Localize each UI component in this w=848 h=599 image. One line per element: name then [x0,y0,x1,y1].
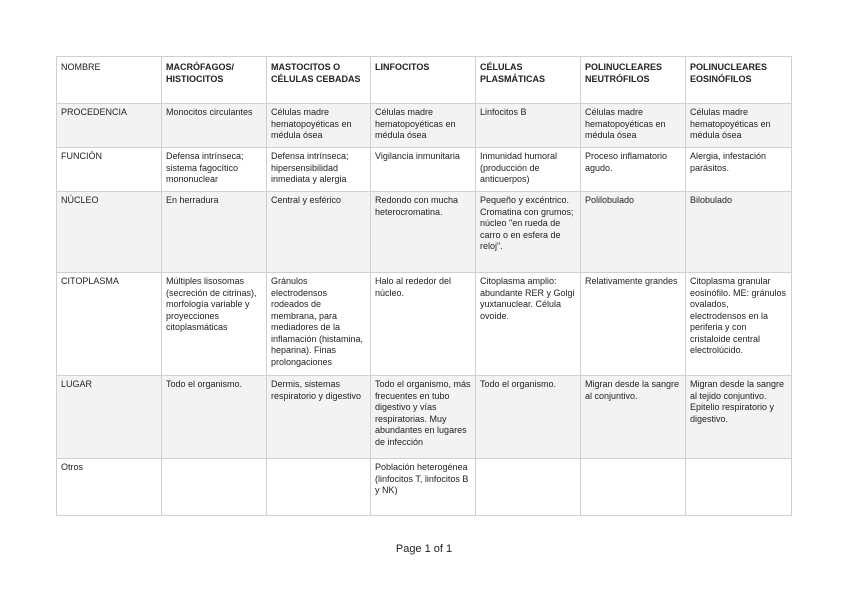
table-cell: Todo el organismo, más frecuentes en tubo digestivo y vías respiratorias. Muy abundantes en lugares de infección [371,376,476,459]
header-cell-nombre: NOMBRE [57,57,162,104]
table-cell: Células madre hematopoyéticas en médula ósea [581,104,686,148]
table-cell [686,459,792,516]
header-row [57,57,792,104]
table-cell: Alergia, infestación parásitos. [686,148,792,192]
table-cell: Relativamente grandes [581,273,686,376]
table-cell: Pequeño y excéntrico. Cromatina con grumos; núcleo "en rueda de carro o en esfera de reloj". [476,192,581,273]
row-label: FUNCIÓN [57,148,162,192]
cell-types-table [56,56,792,516]
table-cell: Polilobulado [581,192,686,273]
table-row-lugar [57,376,792,459]
header-cell-neutrofilos: POLINUCLEARES NEUTRÓFILOS [581,57,686,104]
header-cell-celulas-plasmaticas: CÉLULAS PLASMÁTICAS [476,57,581,104]
table-cell [476,459,581,516]
table-cell: Inmunidad humoral (producción de anticuerpos) [476,148,581,192]
row-label: NÚCLEO [57,192,162,273]
page-number: Page 1 of 1 [395,543,453,555]
table-cell: Central y esférico [267,192,371,273]
row-label: PROCEDENCIA [57,104,162,148]
table-cell [162,459,267,516]
table-cell: Todo el organismo. [476,376,581,459]
table-cell: Células madre hematopoyéticas en médula ósea [371,104,476,148]
table-cell: Bilobulado [686,192,792,273]
row-label: CITOPLASMA [57,273,162,376]
table-cell: Múltiples lisosomas (secreción de citrinas), morfología variable y proyecciones citoplasmáticas [162,273,267,376]
table-cell: Citoplasma granular eosinófilo. ME: gránulos ovalados, electrodensos en la periferia y con cristaloide central electrolúcido. [686,273,792,376]
table-cell: Citoplasma amplio: abundante RER y Golgi yuxtanuclear. Célula ovoide. [476,273,581,376]
header-cell-linfocitos: LINFOCITOS [371,57,476,104]
table-row-funcion [57,148,792,192]
header-cell-macrofagos: MACRÓFAGOS/ HISTIOCITOS [162,57,267,104]
table-cell: Defensa intrínseca; hipersensibilidad inmediata y alergia [267,148,371,192]
table-cell: Dermis, sistemas respiratorio y digestivo [267,376,371,459]
table-cell: Linfocitos B [476,104,581,148]
table-row-citoplasma [57,273,792,376]
table-cell: Proceso inflamatorio agudo. [581,148,686,192]
table-row-nucleo [57,192,792,273]
header-cell-eosinofilos: POLINUCLEARES EOSINÓFILOS [686,57,792,104]
table-cell: Migran desde la sangre al tejido conjuntivo. Epitelio respiratorio y digestivo. [686,376,792,459]
table-cell: Defensa intrínseca; sistema fagocítico mononuclear [162,148,267,192]
table-cell: Células madre hematopoyéticas en médula ósea [267,104,371,148]
table-row-otros [57,459,792,516]
table-cell: Todo el organismo. [162,376,267,459]
table-cell: Gránulos electrodensos rodeados de membrana, para mediadores de la inflamación (histamina, heparina). Finas prolongaciones [267,273,371,376]
row-label: LUGAR [57,376,162,459]
table-cell [581,459,686,516]
table-cell: Células madre hematopoyéticas en médula ósea [686,104,792,148]
table-cell: Vigilancia inmunitaria [371,148,476,192]
table-cell: Redondo con mucha heterocromatina. [371,192,476,273]
table-cell: Población heterogénea (linfocitos T, linfocitos B y NK) [371,459,476,516]
table-cell: Migran desde la sangre al conjuntivo. [581,376,686,459]
header-cell-mastocitos: MASTOCITOS O CÉLULAS CEBADAS [267,57,371,104]
table-row-procedencia [57,104,792,148]
table-cell: Halo al rededor del núcleo. [371,273,476,376]
table-cell: Monocitos circulantes [162,104,267,148]
table-cell: En herradura [162,192,267,273]
row-label: Otros [57,459,162,516]
table-cell [267,459,371,516]
